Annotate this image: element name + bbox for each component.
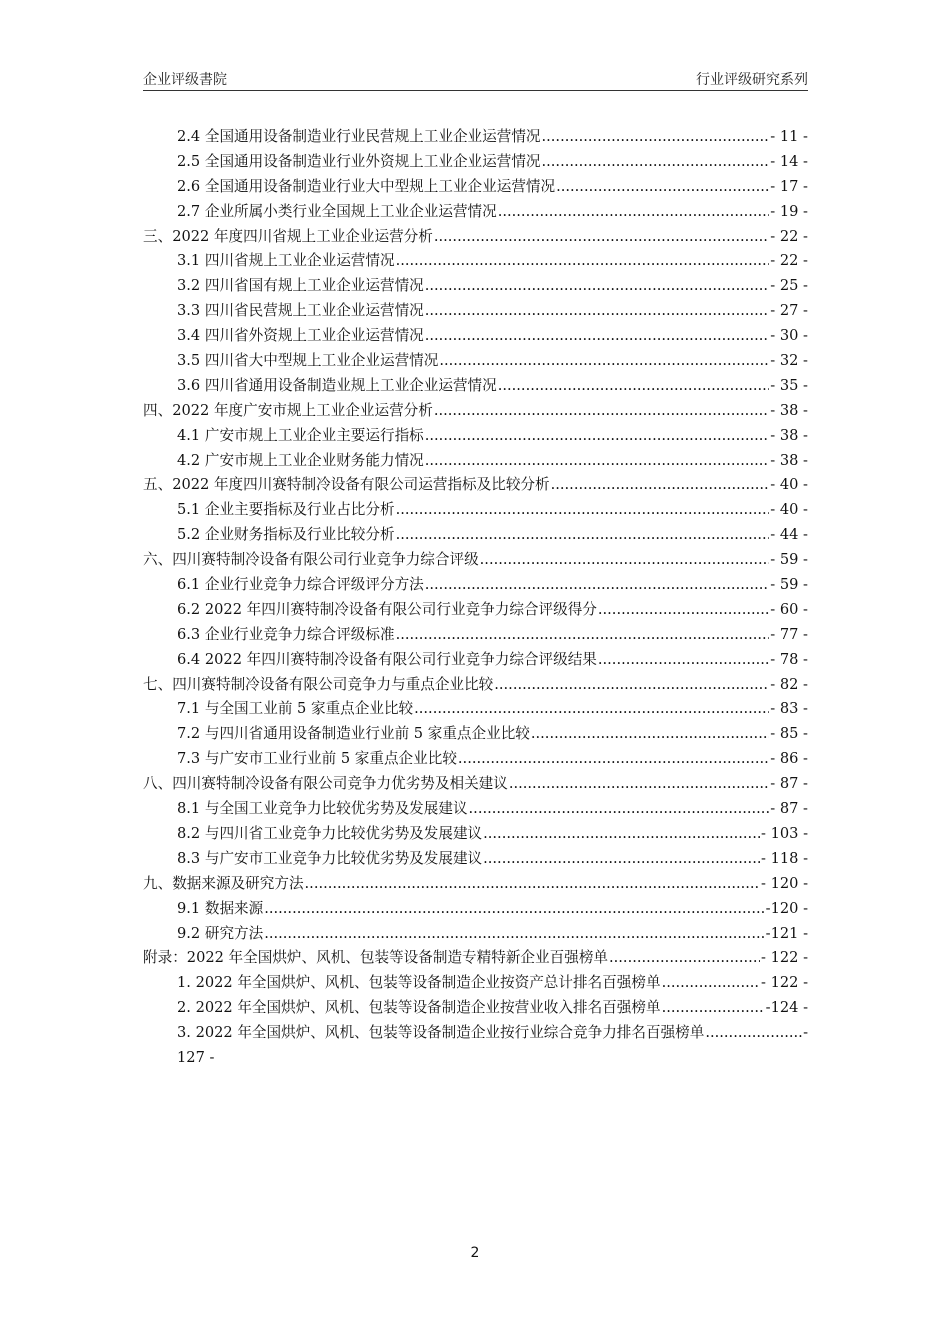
- toc-entry-title: 三、2022 年度四川省规上工业企业运营分析: [143, 227, 433, 245]
- toc-entry[interactable]: [143, 249, 808, 274]
- toc-entry[interactable]: [143, 399, 808, 424]
- toc-entry-title: 3.6 四川省通用设备制造业规上工业企业运营情况: [177, 376, 497, 394]
- toc-entry-title: 3.5 四川省大中型规上工业企业运营情况: [177, 352, 439, 370]
- toc-entry-title: 7.1 与全国工业前 5 家重点企业比较: [177, 700, 414, 718]
- toc-leader-dots: [425, 424, 770, 449]
- toc-entry[interactable]: [143, 648, 808, 673]
- toc-leader-dots: [483, 822, 760, 847]
- toc-leader-dots: [458, 747, 769, 772]
- toc-entry-title: 4.2 广安市规上工业企业财务能力情况: [177, 451, 424, 469]
- toc-leader-dots: [396, 498, 770, 523]
- toc-leader-dots: [542, 125, 770, 150]
- toc-leader-dots: [480, 548, 770, 573]
- toc-leader-dots: [469, 797, 770, 822]
- toc-entry-page: - 27 -: [770, 302, 808, 320]
- toc-entry[interactable]: [143, 573, 808, 598]
- toc-entry-page: - 120 -: [761, 874, 808, 892]
- toc-entry-title: 4.1 广安市规上工业企业主要运行指标: [177, 426, 424, 444]
- toc-entry-page: - 35 -: [770, 376, 808, 394]
- toc-entry-title: 2.6 全国通用设备制造业行业大中型规上工业企业运营情况: [177, 177, 556, 195]
- toc-leader-dots: [662, 971, 760, 996]
- toc-entry-title: 1. 2022 年全国烘炉、风机、包装等设备制造企业按资产总计排名百强榜单: [177, 974, 661, 992]
- toc-entry-page: - 59 -: [770, 576, 808, 594]
- toc-entry-page: - 40 -: [770, 476, 808, 494]
- toc-leader-dots: [434, 399, 769, 424]
- toc-entry[interactable]: [143, 598, 808, 623]
- toc-leader-dots: [483, 847, 760, 872]
- toc-entry-page: - 87 -: [770, 800, 808, 818]
- toc-entry[interactable]: [143, 897, 808, 922]
- toc-entry-page: -121 -: [765, 924, 808, 942]
- toc-entry-title: 6.1 企业行业竞争力综合评级评分方法: [177, 576, 424, 594]
- toc-entry-page: - 44 -: [770, 526, 808, 544]
- toc-entry-title: 7.3 与广安市工业行业前 5 家重点企业比较: [177, 750, 457, 768]
- toc-entry[interactable]: [143, 200, 808, 225]
- toc-entry-page: - 122 -: [761, 949, 808, 967]
- toc-entry-title: 3.3 四川省民营规上工业企业运营情况: [177, 302, 424, 320]
- header-left-title: 企业评级書院: [143, 72, 227, 88]
- toc-entry-title: 3. 2022 年全国烘炉、风机、包装等设备制造企业按行业综合竞争力排名百强榜单: [177, 1024, 705, 1042]
- toc-entry-title: 6.2 2022 年四川赛特制冷设备有限公司行业竞争力综合评级得分: [177, 600, 597, 618]
- toc-entry-page-continued: 127 -: [177, 1048, 215, 1066]
- toc-entry[interactable]: [143, 225, 808, 250]
- toc-entry[interactable]: [143, 125, 808, 150]
- header-right-title: 行业评级研究系列: [696, 72, 808, 88]
- toc-entry-title: 2.7 企业所属小类行业全国规上工业企业运营情况: [177, 202, 497, 220]
- toc-entry-page: - 11 -: [770, 128, 808, 145]
- toc-leader-dots: [598, 648, 769, 673]
- toc-entry-title: 3.2 四川省国有规上工业企业运营情况: [177, 277, 424, 295]
- table-of-contents: [143, 125, 808, 1071]
- toc-leader-dots: [396, 623, 770, 648]
- toc-leader-dots: [264, 922, 764, 947]
- toc-entry-title: 8.3 与广安市工业竞争力比较优劣势及发展建议: [177, 849, 483, 867]
- toc-entry[interactable]: [143, 747, 808, 772]
- toc-entry-page: - 82 -: [770, 675, 808, 693]
- toc-entry-page: - 86 -: [770, 750, 808, 768]
- toc-entry-page: - 38 -: [770, 401, 808, 419]
- toc-entry-title: 八、四川赛特制冷设备有限公司竞争力优劣势及相关建议: [143, 775, 508, 793]
- toc-entry-page: - 60 -: [770, 600, 808, 618]
- toc-leader-dots: [494, 673, 769, 698]
- toc-leader-dots: [439, 349, 769, 374]
- toc-entry-page: - 14 -: [770, 152, 808, 170]
- toc-entry-title: 五、2022 年度四川赛特制冷设备有限公司运营指标及比较分析: [143, 476, 550, 494]
- toc-entry[interactable]: [143, 847, 808, 872]
- toc-leader-dots: [705, 1021, 802, 1046]
- toc-leader-dots: [434, 225, 769, 250]
- toc-leader-dots: [556, 175, 769, 200]
- toc-entry-page: - 85 -: [770, 725, 808, 743]
- toc-entry-title: 9.2 研究方法: [177, 924, 264, 942]
- toc-entry[interactable]: [143, 498, 808, 523]
- toc-leader-dots: [305, 872, 760, 897]
- toc-entry-title: 九、数据来源及研究方法: [143, 874, 304, 892]
- toc-entry-page: -120 -: [765, 899, 808, 917]
- toc-entry[interactable]: [143, 299, 808, 324]
- toc-leader-dots: [425, 324, 770, 349]
- toc-entry[interactable]: [143, 722, 808, 747]
- toc-entry-page: - 122 -: [761, 974, 808, 992]
- toc-leader-dots: [498, 200, 770, 225]
- toc-entry[interactable]: [143, 673, 808, 698]
- header-divider: [143, 90, 808, 91]
- toc-entry-page: -124 -: [765, 999, 808, 1017]
- toc-leader-dots: [425, 449, 770, 474]
- toc-leader-dots: [598, 598, 769, 623]
- toc-entry-title: 9.1 数据来源: [177, 899, 264, 917]
- toc-leader-dots: [425, 573, 770, 598]
- toc-entry-title: 六、四川赛特制冷设备有限公司行业竞争力综合评级: [143, 551, 479, 569]
- toc-entry-page: - 32 -: [770, 352, 808, 370]
- toc-entry[interactable]: [143, 523, 808, 548]
- toc-leader-dots: [498, 374, 770, 399]
- toc-entry[interactable]: [143, 772, 808, 797]
- toc-leader-dots: [542, 150, 770, 175]
- toc-entry[interactable]: [143, 697, 808, 722]
- toc-entry-title: 6.4 2022 年四川赛特制冷设备有限公司行业竞争力综合评级结果: [177, 650, 597, 668]
- toc-leader-dots: [609, 946, 760, 971]
- toc-leader-dots: [396, 523, 770, 548]
- toc-entry[interactable]: [143, 797, 808, 822]
- toc-entry[interactable]: [143, 424, 808, 449]
- toc-leader-dots: [425, 274, 770, 299]
- toc-leader-dots: [531, 722, 769, 747]
- toc-entry-title: 七、四川赛特制冷设备有限公司竞争力与重点企业比较: [143, 675, 494, 693]
- toc-entry-title: 附录：2022 年全国烘炉、风机、包装等设备制造专精特新企业百强榜单: [143, 949, 609, 967]
- toc-entry[interactable]: [143, 822, 808, 847]
- toc-leader-dots: [414, 697, 769, 722]
- toc-entry-page: - 30 -: [770, 327, 808, 345]
- page-header: [143, 66, 808, 90]
- toc-entry-title: 3.1 四川省规上工业企业运营情况: [177, 252, 395, 270]
- toc-entry[interactable]: [143, 473, 808, 498]
- toc-entry-page: - 25 -: [770, 277, 808, 295]
- toc-entry[interactable]: [143, 946, 808, 971]
- toc-entry-wrapped[interactable]: [143, 1021, 808, 1071]
- toc-entry[interactable]: [143, 324, 808, 349]
- toc-leader-dots: [662, 996, 765, 1021]
- toc-entry-page: - 22 -: [770, 252, 808, 270]
- toc-entry-page: - 118 -: [761, 849, 808, 867]
- toc-entry[interactable]: [143, 548, 808, 573]
- toc-entry[interactable]: [143, 996, 808, 1021]
- toc-entry-page: - 83 -: [770, 700, 808, 718]
- toc-entry-title: 8.2 与四川省工业竞争力比较优劣势及发展建议: [177, 824, 483, 842]
- toc-leader-dots: [425, 299, 770, 324]
- toc-leader-dots: [551, 473, 770, 498]
- toc-entry-title: 2.4 全国通用设备制造业行业民营规上工业企业运营情况: [177, 128, 541, 145]
- toc-entry-page: - 40 -: [770, 501, 808, 519]
- toc-entry-page: - 38 -: [770, 451, 808, 469]
- toc-entry-page: - 103 -: [761, 824, 808, 842]
- toc-entry-title: 5.2 企业财务指标及行业比较分析: [177, 526, 395, 544]
- toc-entry[interactable]: [143, 922, 808, 947]
- toc-entry[interactable]: [143, 971, 808, 996]
- toc-entry-page: - 19 -: [770, 202, 808, 220]
- toc-entry-page: -: [803, 1024, 808, 1042]
- toc-leader-dots: [509, 772, 769, 797]
- toc-entry[interactable]: [143, 175, 808, 200]
- toc-entry-title: 7.2 与四川省通用设备制造业行业前 5 家重点企业比较: [177, 725, 530, 743]
- toc-entry[interactable]: [143, 623, 808, 648]
- toc-leader-dots: [264, 897, 764, 922]
- toc-entry[interactable]: [143, 349, 808, 374]
- toc-entry[interactable]: [143, 449, 808, 474]
- toc-entry-page: - 59 -: [770, 551, 808, 569]
- toc-leader-dots: [396, 249, 770, 274]
- toc-entry-page: - 77 -: [770, 625, 808, 643]
- toc-entry-title: 5.1 企业主要指标及行业占比分析: [177, 501, 395, 519]
- toc-entry-page: - 17 -: [770, 177, 808, 195]
- toc-entry[interactable]: [143, 150, 808, 175]
- toc-entry[interactable]: [143, 274, 808, 299]
- toc-entry-page: - 38 -: [770, 426, 808, 444]
- page-number: 2: [470, 1245, 480, 1261]
- toc-entry-title: 2. 2022 年全国烘炉、风机、包装等设备制造企业按营业收入排名百强榜单: [177, 999, 661, 1017]
- toc-entry-title: 四、2022 年度广安市规上工业企业运营分析: [143, 401, 433, 419]
- toc-entry[interactable]: [143, 374, 808, 399]
- toc-entry-title: 3.4 四川省外资规上工业企业运营情况: [177, 327, 424, 345]
- toc-entry-title: 8.1 与全国工业竞争力比较优劣势及发展建议: [177, 800, 468, 818]
- toc-entry-page: - 78 -: [770, 650, 808, 668]
- toc-entry-page: - 22 -: [770, 227, 808, 245]
- toc-entry-page: - 87 -: [770, 775, 808, 793]
- toc-entry-title: 2.5 全国通用设备制造业行业外资规上工业企业运营情况: [177, 152, 541, 170]
- toc-entry[interactable]: [143, 872, 808, 897]
- toc-entry-title: 6.3 企业行业竞争力综合评级标准: [177, 625, 395, 643]
